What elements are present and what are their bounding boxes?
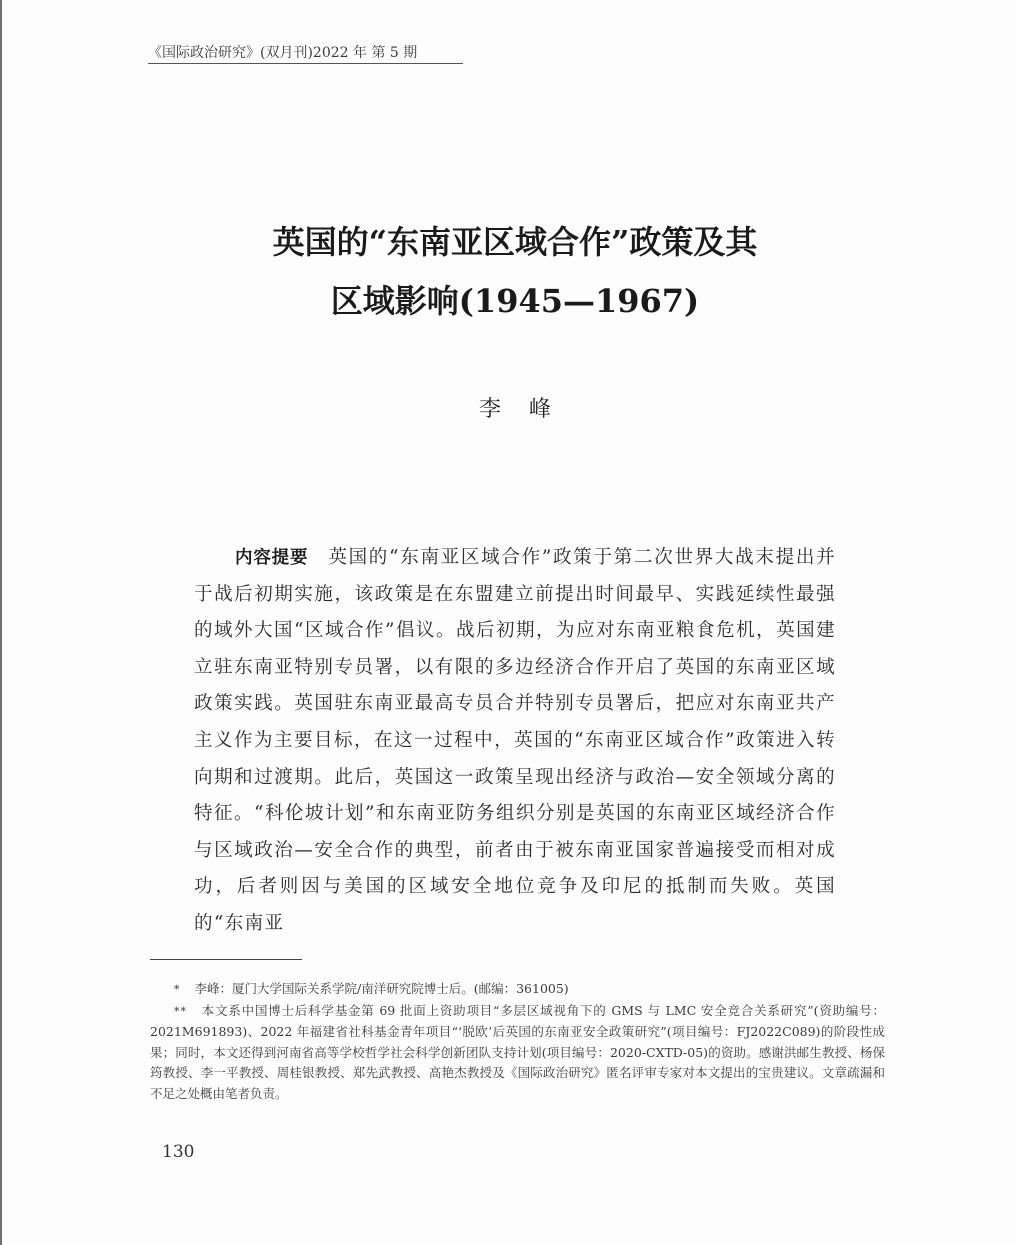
page-number: 130 (162, 1142, 195, 1162)
article-title (150, 213, 880, 331)
footnote-text: 李峰：厦门大学国际关系学院/南洋研究院博士后。(邮编：361005) (194, 981, 569, 996)
title-line-1: 英国的“东南亚区域合作”政策及其 (272, 223, 758, 261)
footnotes (150, 979, 885, 1105)
page-edge-line (0, 0, 2, 1245)
abstract (194, 540, 836, 943)
author-name: 李峰 (478, 397, 579, 422)
footnote-author (150, 979, 885, 1001)
journal-header: 《国际政治研究》(双月刊)2022 年 第 5 期 (148, 45, 418, 61)
footnote-text: 本文系中国博士后科学基金第 69 批面上资助项目“多层区域视角下的 GMS 与 LMC 安全竞合关系研究”(资助编号：2021M691893)、2022 年福建省社科基金青年项目“‘脱欧’后英国的东南亚安全政策研究”(项目编号：FJ2022C089)的阶段性成果；同时，本文还得到河南省高等学校哲学社会科学创新团队支持计划(项目编号：2020-CXTD-05)的资助。感谢洪邮生教授、杨保筠教授、李一平教授、周桂银教授、郑先武教授、高艳杰教授及《国际政治研究》匿名评审专家对本文提出的宝贵建议。文章疏漏和不足之处概由笔者负责。 (150, 1002, 885, 1101)
footnote-marker: ** (174, 1004, 187, 1018)
footnote-funding (150, 1001, 885, 1105)
footnote-marker: * (174, 983, 181, 996)
abstract-text: 英国的“东南亚区域合作”政策于第二次世界大战末提出并于战后初期实施，该政策是在东盟建立前提出时间最早、实践延续性最强的域外大国“区域合作”倡议。战后初期，为应对东南亚粮食危机，英国建立驻东南亚特别专员署，以有限的多边经济合作开启了英国的东南亚区域政策实践。英国驻东南亚最高专员合并特别专员署后，把应对东南亚共产主义作为主要目标，在这一过程中，英国的“东南亚区域合作”政策进入转向期和过渡期。此后，英国这一政策呈现出经济与政治—安全领域分离的特征。“科伦坡计划”和东南亚防务组织分别是英国的东南亚区域经济合作与区域政治—安全合作的典型，前者由于被东南亚国家普遍接受而相对成功，后者则因与美国的区域安全地位竞争及印尼的抵制而失败。英国的“东南亚 (194, 547, 836, 934)
abstract-label: 内容提要 (235, 548, 309, 568)
header-underline (148, 63, 463, 64)
title-line-2: 区域影响(1945—1967) (330, 282, 700, 320)
footnote-separator (150, 959, 302, 960)
